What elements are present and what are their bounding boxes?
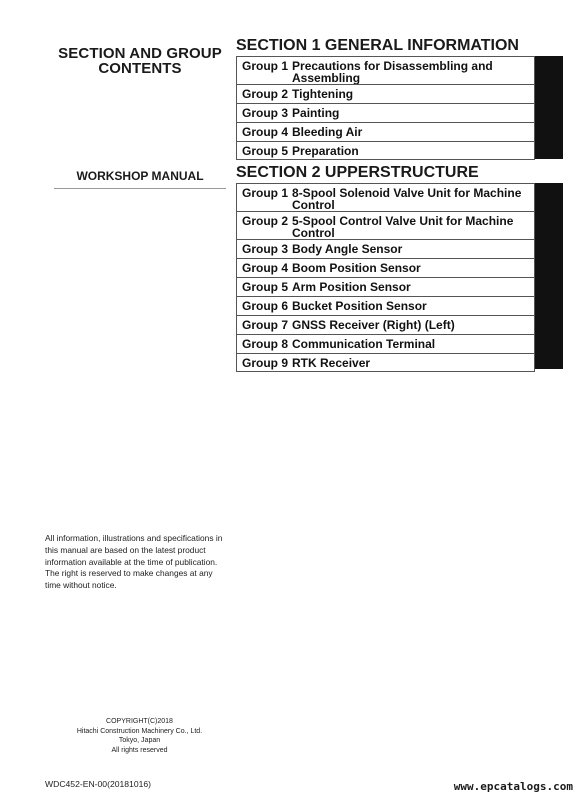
section-1-group-3[interactable] [236,103,535,122]
section-1-group-5[interactable] [236,141,535,160]
group-name: Body Angle Sensor [292,242,403,256]
section-1-group-4[interactable] [236,122,535,141]
section-1-index-tab [535,56,563,159]
group-name: Preparation [292,144,359,158]
copyright-block [62,717,217,755]
group-number: Group 6 [242,299,289,313]
document-code: WDC452-EN-00(20181016) [45,779,152,789]
section-2-group-6[interactable] [236,296,535,315]
group-name: GNSS Receiver (Right) (Left) [292,318,455,332]
group-number: Group 5 [242,144,289,158]
section-1-heading: SECTION 1 GENERAL INFORMATION [236,37,519,54]
rights-reserved: All rights reserved [111,746,168,754]
section-2-group-8[interactable] [236,334,535,353]
section-1-group-2[interactable] [236,84,535,103]
section-2-group-1[interactable] [236,183,535,211]
group-number: Group 4 [242,261,289,275]
group-number: Group 1 [242,59,289,73]
group-number: Group 2 [242,214,289,228]
group-number: Group 8 [242,337,289,351]
group-number: Group 3 [242,242,289,256]
group-number: Group 9 [242,356,289,370]
disclaimer-notice: All information, illustrations and specifications in this manual are based on the latest product information available at the time of publication. The right is reserved to make changes at any time without notice. [45,533,223,591]
manual-type-title: WORKSHOP MANUAL [54,169,226,189]
section-2-group-9[interactable] [236,353,535,372]
section-2-group-5[interactable] [236,277,535,296]
group-name: Precautions for Disassembling and Assembling [292,59,493,85]
group-name: RTK Receiver [292,356,371,370]
group-name: Tightening [292,87,354,101]
group-number: Group 4 [242,125,289,139]
company-location: Tokyo, Japan [118,737,161,745]
section-2-index-tab [535,183,563,369]
contents-title-line-2: CONTENTS [98,60,182,77]
section-1-group-list [236,56,535,160]
group-name: Bleeding Air [292,125,363,139]
contents-title-line-1: SECTION AND GROUP [58,45,222,62]
group-name: 8-Spool Solenoid Valve Unit for Machine Control [292,186,522,212]
group-number: Group 5 [242,280,289,294]
group-number: Group 2 [242,87,289,101]
group-number: Group 3 [242,106,289,120]
group-name: 5-Spool Control Valve Unit for Machine Control [292,214,514,240]
section-2-group-4[interactable] [236,258,535,277]
section-2-group-7[interactable] [236,315,535,334]
group-name: Arm Position Sensor [292,280,411,294]
group-name: Bucket Position Sensor [292,299,427,313]
group-name: Painting [292,106,340,120]
section-2-heading: SECTION 2 UPPERSTRUCTURE [236,164,479,181]
section-2-group-list [236,183,535,372]
group-number: Group 1 [242,186,289,200]
section-1-group-1[interactable] [236,56,535,84]
group-name: Communication Terminal [292,337,436,351]
group-number: Group 7 [242,318,289,332]
watermark-url: www.epcatalogs.com [453,780,573,793]
company-name: Hitachi Construction Machinery Co., Ltd. [76,727,203,735]
contents-title [40,46,240,76]
section-2-group-3[interactable] [236,239,535,258]
group-name: Boom Position Sensor [292,261,421,275]
copyright-line: COPYRIGHT(C)2018 [106,718,173,725]
section-2-group-2[interactable] [236,211,535,239]
